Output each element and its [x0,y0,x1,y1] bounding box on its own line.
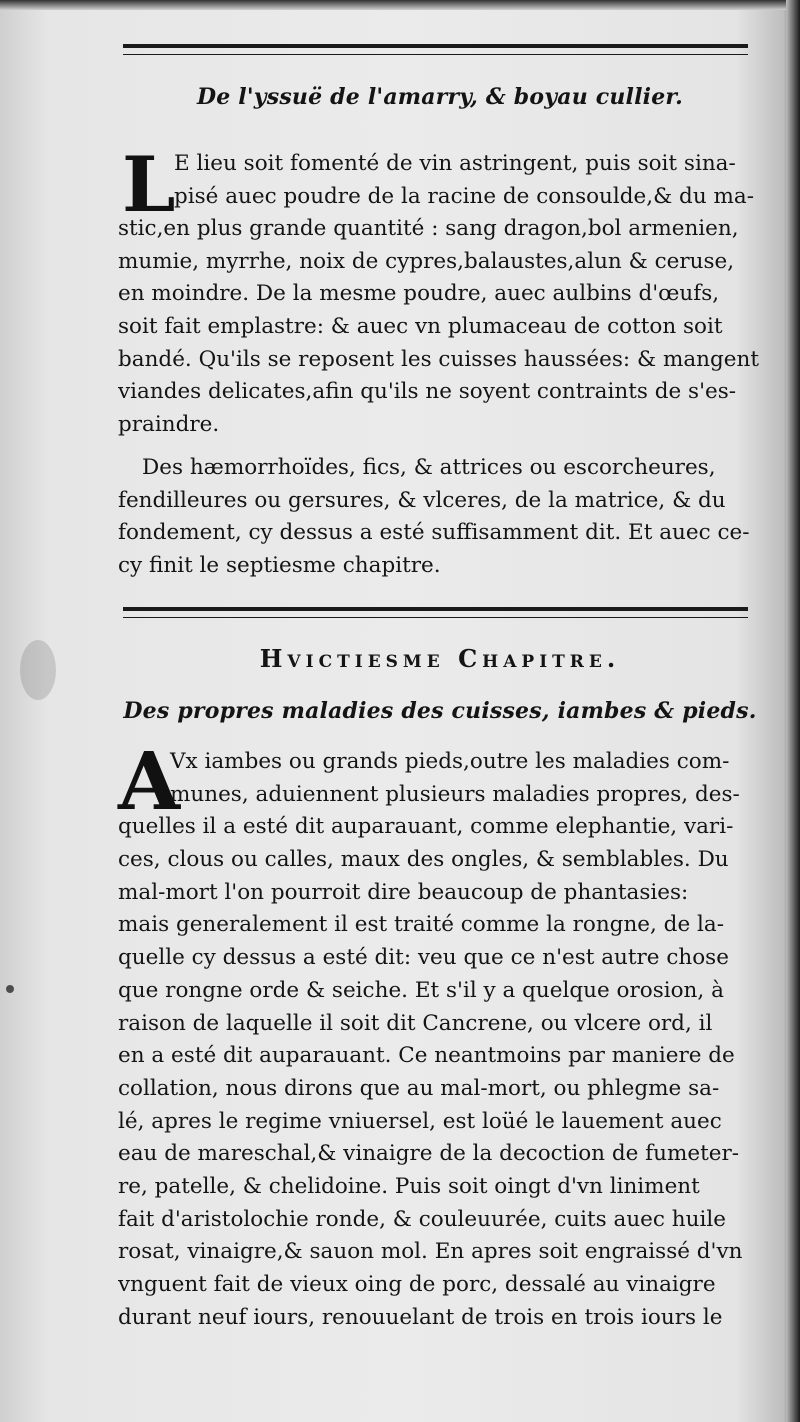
page-top-edge [0,0,800,10]
text-line: munes, aduiennent plusieurs maladies propres, des- [170,781,740,807]
top-rule [123,44,748,55]
text-line: quelles il a esté dit auparauant, comme elephantie, vari- [118,814,734,840]
text-line: viandes delicates,afin qu'ils ne soyent contraints de s'es- [118,379,737,405]
text-line: lé, apres le regime vniuersel, est loüé le lauement auec [118,1108,722,1134]
text-line: bandé. Qu'ils se reposent les cuisses haussées: & mangent [118,346,759,372]
text-line: en a esté dit auparauant. Ce neantmoins par maniere de [118,1043,735,1069]
ink-spot [6,985,14,993]
text-line: quelle cy dessus a esté dit: veu que ce n'est autre chose [118,945,729,971]
text-line: rosat, vinaigre,& sauon mol. En apres soit engraissé d'vn [118,1239,743,1265]
paragraph-2 [118,452,768,582]
text-line: stic,en plus grande quantité : sang dragon,bol armenien, [118,216,739,242]
dropcap-l: L [122,140,176,229]
text-line: fondement, cy dessus a esté suffisamment dit. Et auec ce- [118,520,750,546]
chapter-title: Hvictiesme Chapitre. [259,644,621,673]
chapter-rule [123,607,748,618]
text-line: fait d'aristolochie ronde, & couleuurée, cuits auec huile [118,1206,726,1232]
text-line: durant neuf iours, renouuelant de trois en trois iours le [118,1304,723,1330]
text-line: en moindre. De la mesme poudre, auec aulbins d'œufs, [118,281,720,307]
text-line: mumie, myrrhe, noix de cypres,balaustes,alun & ceruse, [118,248,735,274]
text-line: que rongne orde & seiche. Et s'il y a quelque orosion, à [118,977,724,1003]
text-line: praindre. [118,411,220,437]
text-line: mal-mort l'on pourroit dire beaucoup de phantasies: [118,879,689,905]
text-line: ces, clous ou calles, maux des ongles, & semblables. Du [118,847,729,873]
text-line: pisé auec poudre de la racine de consoulde,& du ma- [174,183,754,209]
page-gutter-shadow [786,0,800,1422]
section-title: De l'yssuë de l'amarry, & boyau cullier. [196,84,684,110]
text-line: Des hæmorrhoïdes, fics, & attrices ou escorcheures, [142,455,716,480]
paragraph-1 [118,140,768,441]
text-line: E lieu soit fomenté de vin astringent, puis soit sina- [174,151,736,176]
text-line: collation, nous dirons que au mal-mort, ou phlegme sa- [118,1075,720,1101]
text-line: re, patelle, & chelidoine. Puis soit oingt d'vn liniment [118,1173,700,1199]
text-line: raison de laquelle il soit dit Cancrene, ou vlcere ord, il [118,1010,713,1036]
text-line: soit fait emplastre: & auec vn plumaceau de cotton soit [118,313,723,339]
dropcap-a: A [118,734,181,828]
text-line: eau de mareschal,& vinaigre de la decoction de fumeter- [118,1141,739,1167]
paragraph-3 [118,746,768,1334]
ink-smudge [20,640,56,700]
chapter-subtitle: Des propres maladies des cuisses, iambes & pieds. [123,698,757,724]
text-line: Vx iambes ou grands pieds,outre les maladies com- [170,749,730,774]
text-line: vnguent fait de vieux oing de porc, dessalé au vinaigre [118,1272,716,1297]
text-line: mais generalement il est traité comme la rongne, de la- [118,912,724,938]
text-line: cy finit le septiesme chapitre. [118,552,441,578]
text-line: fendilleures ou gersures, & vlceres, de la matrice, & du [118,487,726,513]
